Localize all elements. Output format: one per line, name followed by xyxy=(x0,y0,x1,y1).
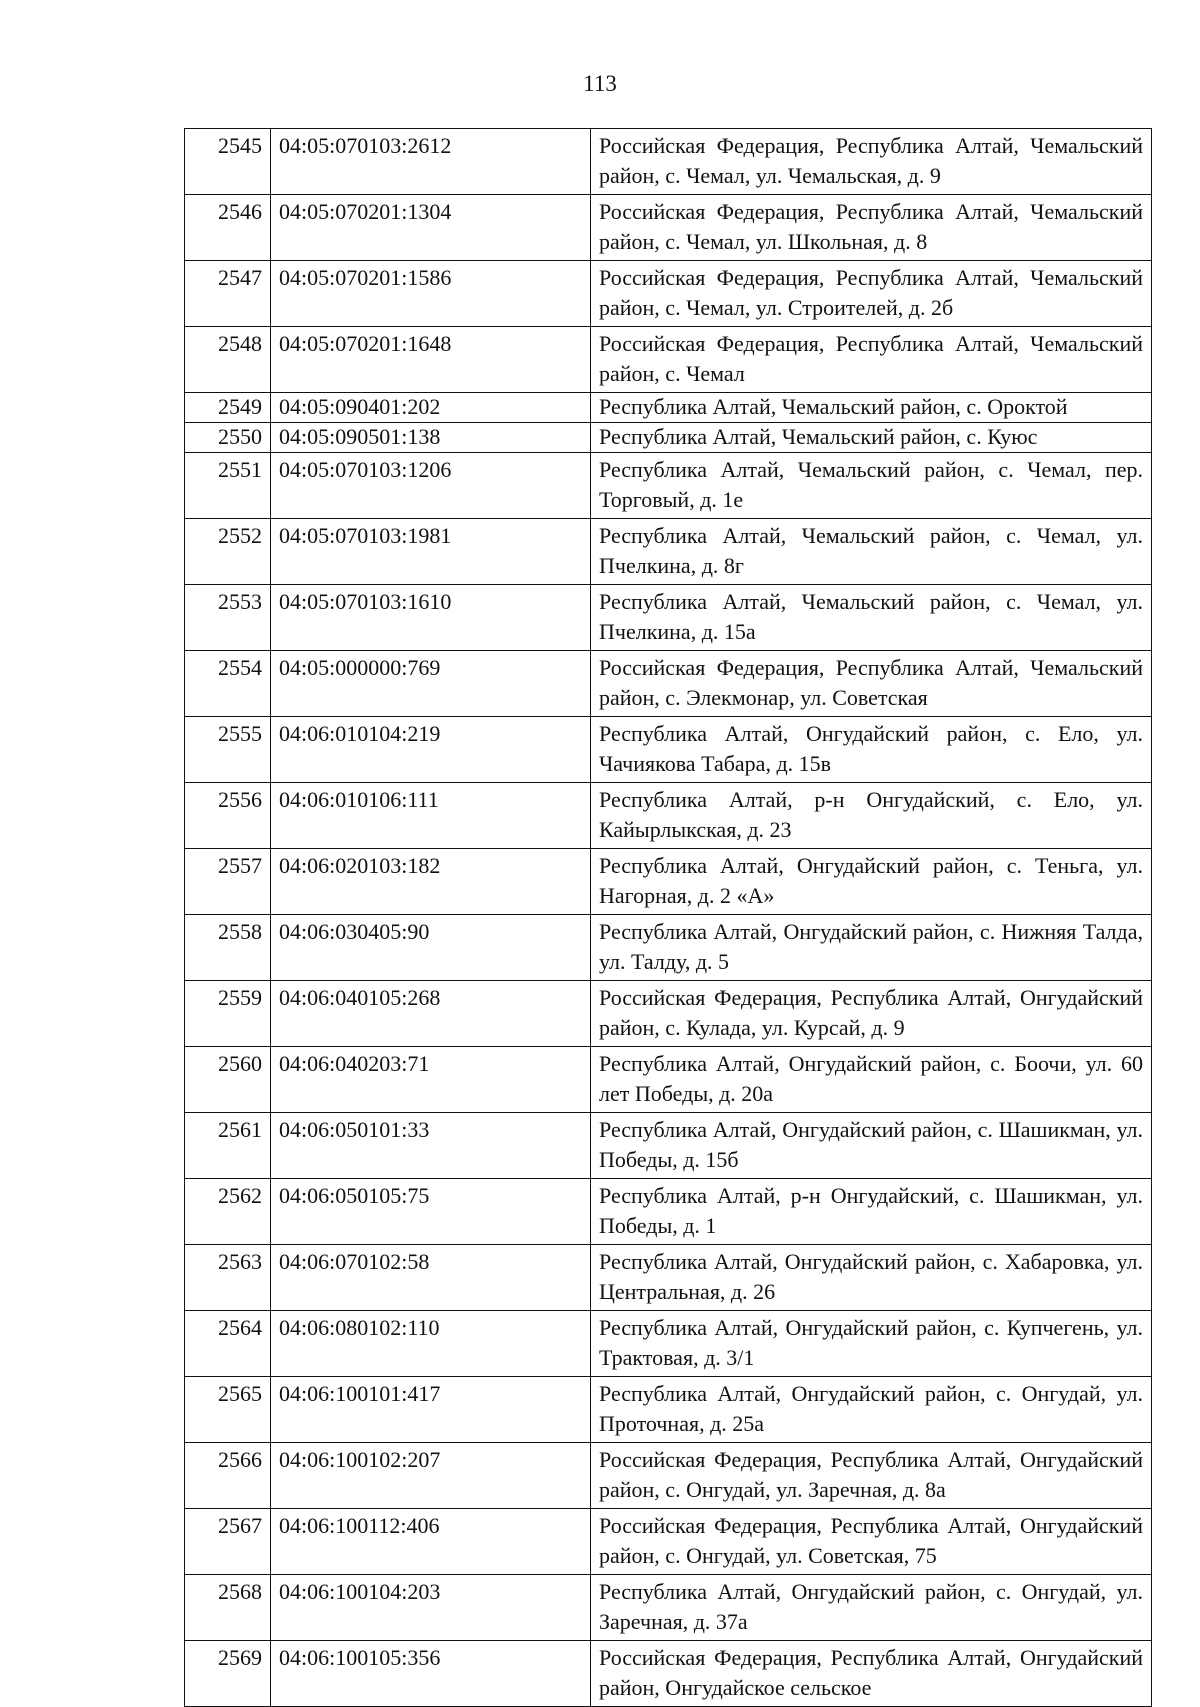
address: Республика Алтай, Онгудайский район, с. Ело, ул. Чачиякова Табара, д. 15в xyxy=(591,717,1152,783)
address: Российская Федерация, Республика Алтай, Онгудайский район, с. Онгудай, ул. Заречная, д. 8а xyxy=(591,1443,1152,1509)
row-number: 2566 xyxy=(185,1443,271,1509)
table-row xyxy=(185,327,1152,393)
row-number: 2568 xyxy=(185,1575,271,1641)
row-number: 2547 xyxy=(185,261,271,327)
table-row xyxy=(185,261,1152,327)
cadastral-number: 04:06:020103:182 xyxy=(271,849,591,915)
address: Республика Алтай, Онгудайский район, с. Хабаровка, ул. Центральная, д. 26 xyxy=(591,1245,1152,1311)
address: Республика Алтай, Чемальский район, с. Чемал, ул. Пчелкина, д. 8г xyxy=(591,519,1152,585)
cadastral-number: 04:06:070102:58 xyxy=(271,1245,591,1311)
address: Российская Федерация, Республика Алтай, Чемальский район, с. Чемал xyxy=(591,327,1152,393)
table-row xyxy=(185,519,1152,585)
cadastral-number: 04:06:040203:71 xyxy=(271,1047,591,1113)
address: Республика Алтай, Чемальский район, с. Ороктой xyxy=(591,393,1152,423)
address: Республика Алтай, р-н Онгудайский, с. Шашикман, ул. Победы, д. 1 xyxy=(591,1179,1152,1245)
cadastral-number: 04:06:050101:33 xyxy=(271,1113,591,1179)
address: Республика Алтай, Онгудайский район, с. Нижняя Талда, ул. Талду, д. 5 xyxy=(591,915,1152,981)
row-number: 2562 xyxy=(185,1179,271,1245)
table-row xyxy=(185,717,1152,783)
table-row xyxy=(185,129,1152,195)
address: Российская Федерация, Республика Алтай, Чемальский район, с. Чемал, ул. Школьная, д. 8 xyxy=(591,195,1152,261)
table-row xyxy=(185,783,1152,849)
address: Республика Алтай, р-н Онгудайский, с. Ело, ул. Кайырлыкская, д. 23 xyxy=(591,783,1152,849)
address: Российская Федерация, Республика Алтай, Чемальский район, с. Чемал, ул. Строителей, д. 2б xyxy=(591,261,1152,327)
row-number: 2550 xyxy=(185,423,271,453)
cadastral-number: 04:06:100104:203 xyxy=(271,1575,591,1641)
cadastral-number: 04:06:100112:406 xyxy=(271,1509,591,1575)
cadastral-number: 04:05:070103:1981 xyxy=(271,519,591,585)
address: Российская Федерация, Республика Алтай, Онгудайский район, с. Кулада, ул. Курсай, д. 9 xyxy=(591,981,1152,1047)
row-number: 2559 xyxy=(185,981,271,1047)
table-row xyxy=(185,1047,1152,1113)
row-number: 2545 xyxy=(185,129,271,195)
table-row xyxy=(185,195,1152,261)
cadastral-number: 04:06:050105:75 xyxy=(271,1179,591,1245)
address: Республика Алтай, Онгудайский район, с. Онгудай, ул. Заречная, д. 37а xyxy=(591,1575,1152,1641)
table-row xyxy=(185,849,1152,915)
row-number: 2549 xyxy=(185,393,271,423)
row-number: 2553 xyxy=(185,585,271,651)
row-number: 2560 xyxy=(185,1047,271,1113)
cadastral-number: 04:06:010106:111 xyxy=(271,783,591,849)
row-number: 2558 xyxy=(185,915,271,981)
cadastral-number: 04:05:090401:202 xyxy=(271,393,591,423)
row-number: 2561 xyxy=(185,1113,271,1179)
cadastral-number: 04:06:080102:110 xyxy=(271,1311,591,1377)
row-number: 2557 xyxy=(185,849,271,915)
row-number: 2556 xyxy=(185,783,271,849)
row-number: 2569 xyxy=(185,1641,271,1707)
page-number: 113 xyxy=(583,71,617,96)
cadastral-number: 04:06:100102:207 xyxy=(271,1443,591,1509)
cadastral-number: 04:05:070103:1610 xyxy=(271,585,591,651)
address: Российская Федерация, Республика Алтай, Чемальский район, с. Элекмонар, ул. Советская xyxy=(591,651,1152,717)
address: Республика Алтай, Онгудайский район, с. Боочи, ул. 60 лет Победы, д. 20а xyxy=(591,1047,1152,1113)
cadastral-number: 04:05:070103:1206 xyxy=(271,453,591,519)
table-row xyxy=(185,1179,1152,1245)
address: Российская Федерация, Республика Алтай, Онгудайский район, Онгудайское сельское xyxy=(591,1641,1152,1707)
row-number: 2564 xyxy=(185,1311,271,1377)
cadastral-number: 04:06:100101:417 xyxy=(271,1377,591,1443)
cadastral-number: 04:06:010104:219 xyxy=(271,717,591,783)
row-number: 2555 xyxy=(185,717,271,783)
row-number: 2552 xyxy=(185,519,271,585)
cadastral-number: 04:05:070201:1586 xyxy=(271,261,591,327)
address: Республика Алтай, Онгудайский район, с. Купчегень, ул. Трактовая, д. 3/1 xyxy=(591,1311,1152,1377)
table-row xyxy=(185,1377,1152,1443)
table-row xyxy=(185,1443,1152,1509)
row-number: 2551 xyxy=(185,453,271,519)
table-row xyxy=(185,393,1152,423)
row-number: 2565 xyxy=(185,1377,271,1443)
table-row xyxy=(185,423,1152,453)
cadastral-number: 04:06:040105:268 xyxy=(271,981,591,1047)
cadastral-number: 04:05:090501:138 xyxy=(271,423,591,453)
cadastral-number: 04:06:100105:356 xyxy=(271,1641,591,1707)
row-number: 2554 xyxy=(185,651,271,717)
registry-table xyxy=(184,128,1152,1707)
table-row xyxy=(185,981,1152,1047)
address: Республика Алтай, Чемальский район, с. Чемал, пер. Торговый, д. 1е xyxy=(591,453,1152,519)
table-row xyxy=(185,1245,1152,1311)
table-row xyxy=(185,1575,1152,1641)
cadastral-number: 04:05:070103:2612 xyxy=(271,129,591,195)
cadastral-number: 04:05:000000:769 xyxy=(271,651,591,717)
address: Республика Алтай, Онгудайский район, с. Теньга, ул. Нагорная, д. 2 «А» xyxy=(591,849,1152,915)
cadastral-number: 04:05:070201:1304 xyxy=(271,195,591,261)
table-row xyxy=(185,1113,1152,1179)
registry-table-body xyxy=(185,129,1152,1707)
table-row xyxy=(185,915,1152,981)
row-number: 2546 xyxy=(185,195,271,261)
address: Республика Алтай, Онгудайский район, с. Онгудай, ул. Проточная, д. 25а xyxy=(591,1377,1152,1443)
address: Российская Федерация, Республика Алтай, Чемальский район, с. Чемал, ул. Чемальская, д. 9 xyxy=(591,129,1152,195)
table-row xyxy=(185,585,1152,651)
address: Республика Алтай, Чемальский район, с. Куюс xyxy=(591,423,1152,453)
address: Российская Федерация, Республика Алтай, Онгудайский район, с. Онгудай, ул. Советская, 75 xyxy=(591,1509,1152,1575)
table-row xyxy=(185,1509,1152,1575)
row-number: 2563 xyxy=(185,1245,271,1311)
table-row xyxy=(185,453,1152,519)
cadastral-number: 04:05:070201:1648 xyxy=(271,327,591,393)
table-row xyxy=(185,651,1152,717)
row-number: 2548 xyxy=(185,327,271,393)
row-number: 2567 xyxy=(185,1509,271,1575)
cadastral-number: 04:06:030405:90 xyxy=(271,915,591,981)
address: Республика Алтай, Чемальский район, с. Чемал, ул. Пчелкина, д. 15а xyxy=(591,585,1152,651)
address: Республика Алтай, Онгудайский район, с. Шашикман, ул. Победы, д. 15б xyxy=(591,1113,1152,1179)
table-row xyxy=(185,1311,1152,1377)
